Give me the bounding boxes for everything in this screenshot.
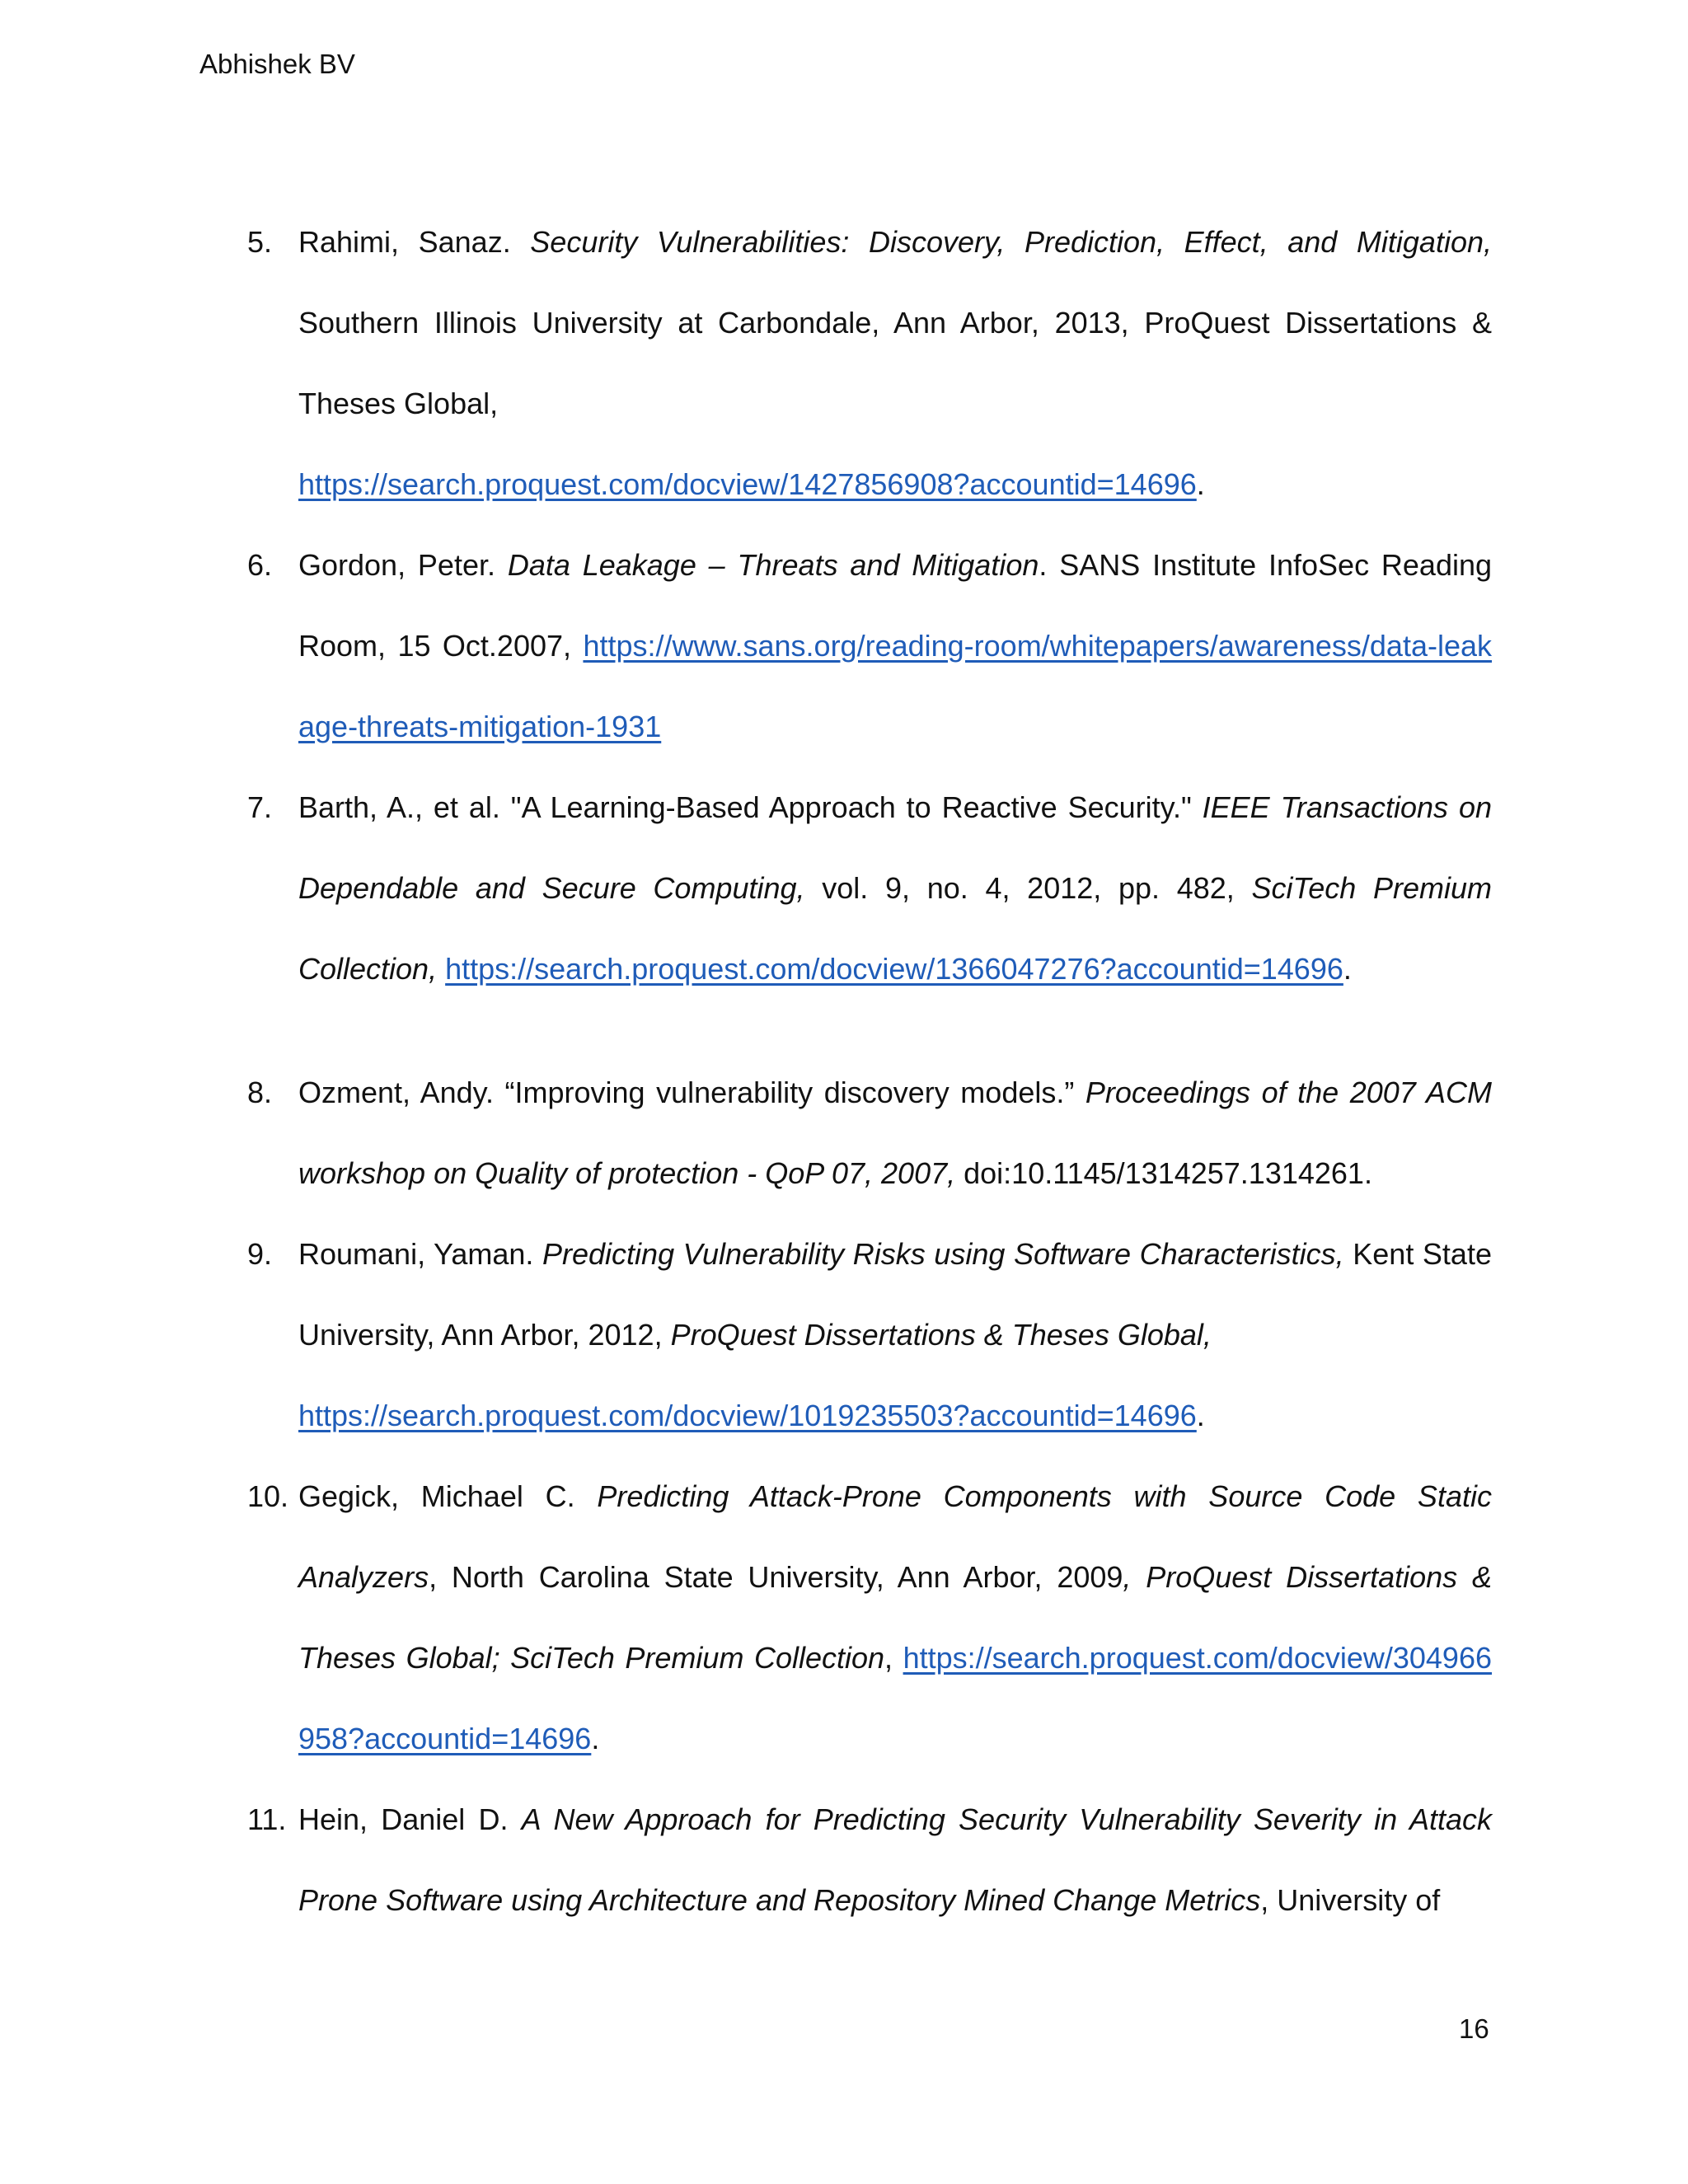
reference-title: Predicting Vulnerability Risks using Software Characteristics, bbox=[542, 1237, 1344, 1271]
reference-number: 7. bbox=[247, 790, 273, 824]
reference-author: Hein, Daniel D. bbox=[298, 1802, 509, 1836]
reference-number: 11. bbox=[247, 1802, 287, 1836]
page-number: 16 bbox=[1459, 2013, 1489, 2044]
reference-details: Kent State University, Ann Arbor, 2012, bbox=[298, 1237, 1492, 1352]
reference-title: Security Vulnerabilities: Discovery, Prediction, Effect, and Mitigation, bbox=[530, 225, 1492, 259]
reference-details: , University of bbox=[1260, 1883, 1441, 1917]
reference-details: . SANS Institute InfoSec Reading Room, 15 Oct.2007, bbox=[298, 548, 1493, 663]
reference-list bbox=[247, 202, 1492, 1941]
reference-title: A New Approach for Predicting Security Vulnerability Severity in Attack Prone Software using Architecture and Repository Mined Change Metrics bbox=[298, 1802, 1492, 1917]
reference-end-punctuation: . bbox=[591, 1722, 600, 1755]
reference-details: , North Carolina State University, Ann Arbor, 2009 bbox=[429, 1560, 1123, 1594]
reference-title: Data Leakage – Threats and Mitigation bbox=[507, 548, 1039, 582]
reference-link[interactable]: https://search.proquest.com/docview/304966958?accountid=14696 bbox=[298, 1641, 1492, 1755]
reference-end-punctuation: . bbox=[1196, 467, 1205, 501]
reference-end-punctuation: . bbox=[1196, 1399, 1205, 1432]
reference-journal: IEEE Transactions on Dependable and Secure Computing, bbox=[298, 790, 1492, 905]
reference-number: 5. bbox=[247, 225, 273, 259]
reference-item-7 bbox=[247, 767, 1492, 1010]
reference-details: doi:10.1145/1314257.1314261. bbox=[964, 1156, 1372, 1190]
reference-number: 8. bbox=[247, 1076, 273, 1109]
reference-item-9 bbox=[247, 1214, 1492, 1456]
reference-item-10 bbox=[247, 1456, 1492, 1779]
reference-author: Ozment, Andy. “Improving vulnerability discovery models.” bbox=[298, 1076, 1075, 1109]
reference-number: 9. bbox=[247, 1237, 273, 1271]
reference-author: Roumani, Yaman. bbox=[298, 1237, 534, 1271]
reference-item-11 bbox=[247, 1779, 1492, 1941]
reference-author: Barth, A., et al. "A Learning-Based Approach to Reactive Security." bbox=[298, 790, 1192, 824]
reference-link[interactable]: https://search.proquest.com/docview/1427856908?accountid=14696 bbox=[298, 467, 1197, 501]
reference-item-6 bbox=[247, 525, 1492, 767]
reference-title: Predicting Attack-Prone Components with Source Code Static Analyzers bbox=[298, 1479, 1492, 1594]
reference-item-5 bbox=[247, 202, 1492, 525]
reference-number: 6. bbox=[247, 548, 273, 582]
reference-link[interactable]: https://search.proquest.com/docview/1366047276?accountid=14696 bbox=[445, 952, 1343, 986]
reference-database: ProQuest Dissertations & Theses Global, bbox=[670, 1318, 1212, 1352]
reference-item-8 bbox=[247, 1052, 1492, 1214]
reference-number: 10. bbox=[247, 1479, 289, 1513]
reference-details: vol. 9, no. 4, 2012, pp. 482, bbox=[822, 871, 1235, 905]
reference-author: Gegick, Michael C. bbox=[298, 1479, 575, 1513]
reference-author: Rahimi, Sanaz. bbox=[298, 225, 511, 259]
reference-link[interactable]: https://search.proquest.com/docview/1019235503?accountid=14696 bbox=[298, 1399, 1197, 1432]
running-header-author: Abhishek BV bbox=[199, 49, 355, 79]
reference-comma: , bbox=[884, 1641, 893, 1675]
reference-database: , ProQuest Dissertations & Theses Global; SciTech Premium Collection bbox=[298, 1560, 1492, 1675]
reference-link[interactable]: https://www.sans.org/reading-room/whitepapers/awareness/data-leakage-threats-mitigation-1931 bbox=[298, 629, 1492, 743]
reference-details: Southern Illinois University at Carbondale, Ann Arbor, 2013, ProQuest Dissertations & Theses Global, bbox=[298, 306, 1492, 420]
reference-author: Gordon, Peter. bbox=[298, 548, 495, 582]
reference-end-punctuation: . bbox=[1343, 952, 1352, 986]
reference-journal: Proceedings of the 2007 ACM workshop on Quality of protection - QoP 07, 2007, bbox=[298, 1076, 1492, 1190]
reference-database: SciTech Premium Collection, bbox=[298, 871, 1492, 986]
